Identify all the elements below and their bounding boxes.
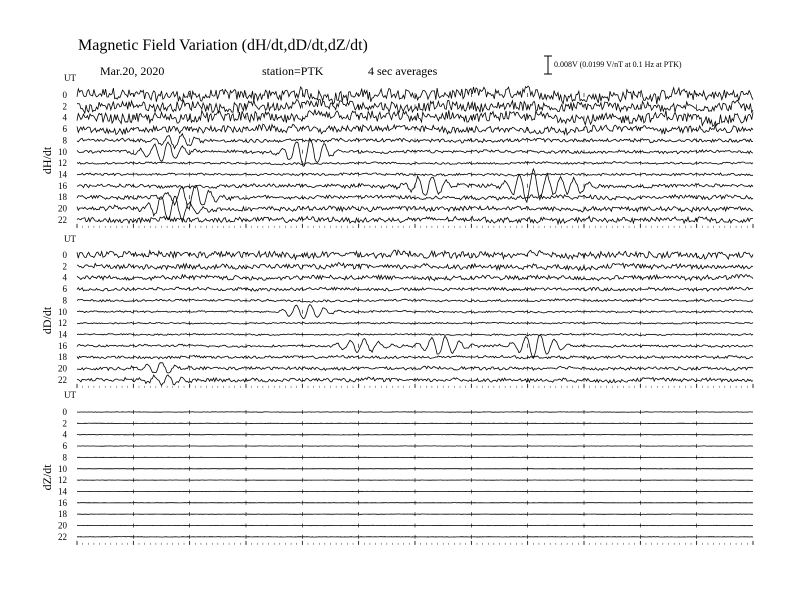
row-label: 18 xyxy=(58,509,67,520)
row-label: 0 xyxy=(62,407,67,417)
row-label: 4 xyxy=(62,112,67,123)
date-label: Mar.20, 2020 xyxy=(100,64,165,78)
row-label: 6 xyxy=(62,284,67,295)
row-label: 12 xyxy=(58,318,67,329)
row-label: 4 xyxy=(62,272,67,283)
averaging-label: 4 sec averages xyxy=(368,64,438,78)
row-label: 8 xyxy=(62,135,67,146)
row-label: 8 xyxy=(62,295,67,306)
row-label: 10 xyxy=(58,146,67,157)
row-label: 6 xyxy=(62,441,67,452)
row-label: 14 xyxy=(58,329,67,340)
row-label: 18 xyxy=(58,352,67,363)
row-label: 2 xyxy=(62,418,67,429)
row-label: 20 xyxy=(58,203,67,214)
row-label: 22 xyxy=(58,374,67,385)
component-label: dH/dt xyxy=(40,146,54,175)
row-label: 12 xyxy=(58,158,67,169)
row-label: 4 xyxy=(62,429,67,440)
row-label: 10 xyxy=(58,463,67,474)
row-label: 6 xyxy=(62,124,67,135)
row-label: 10 xyxy=(58,306,67,317)
row-label: 0 xyxy=(62,90,67,100)
panel-dD/dt xyxy=(40,234,753,388)
row-label: 18 xyxy=(58,192,67,203)
row-label: 22 xyxy=(58,531,67,542)
ut-label: UT xyxy=(64,390,76,400)
row-label: 8 xyxy=(62,452,67,463)
panel-dH/dt xyxy=(40,73,753,228)
row-label: 22 xyxy=(58,214,67,225)
component-label: dD/dt xyxy=(40,306,54,335)
row-label: 2 xyxy=(62,261,67,272)
row-label: 0 xyxy=(62,250,67,260)
row-label: 16 xyxy=(58,340,67,351)
station-label: station=PTK xyxy=(262,64,324,78)
row-label: 14 xyxy=(58,486,67,497)
panel-dZ/dt xyxy=(40,390,753,545)
scale-label: 0.008V (0.0199 V/nT at 0.1 Hz at PTK) xyxy=(554,60,682,69)
row-label: 14 xyxy=(58,169,67,180)
row-label: 12 xyxy=(58,475,67,486)
row-label: 16 xyxy=(58,497,67,508)
ut-label: UT xyxy=(64,73,76,83)
scale-bar-icon xyxy=(544,56,552,74)
ut-label: UT xyxy=(64,234,76,244)
row-label: 20 xyxy=(58,520,67,531)
page-title: Magnetic Field Variation (dH/dt,dD/dt,dZ/dt) xyxy=(78,37,368,54)
component-label: dZ/dt xyxy=(40,464,54,491)
row-label: 2 xyxy=(62,101,67,112)
row-label: 16 xyxy=(58,180,67,191)
row-label: 20 xyxy=(58,363,67,374)
